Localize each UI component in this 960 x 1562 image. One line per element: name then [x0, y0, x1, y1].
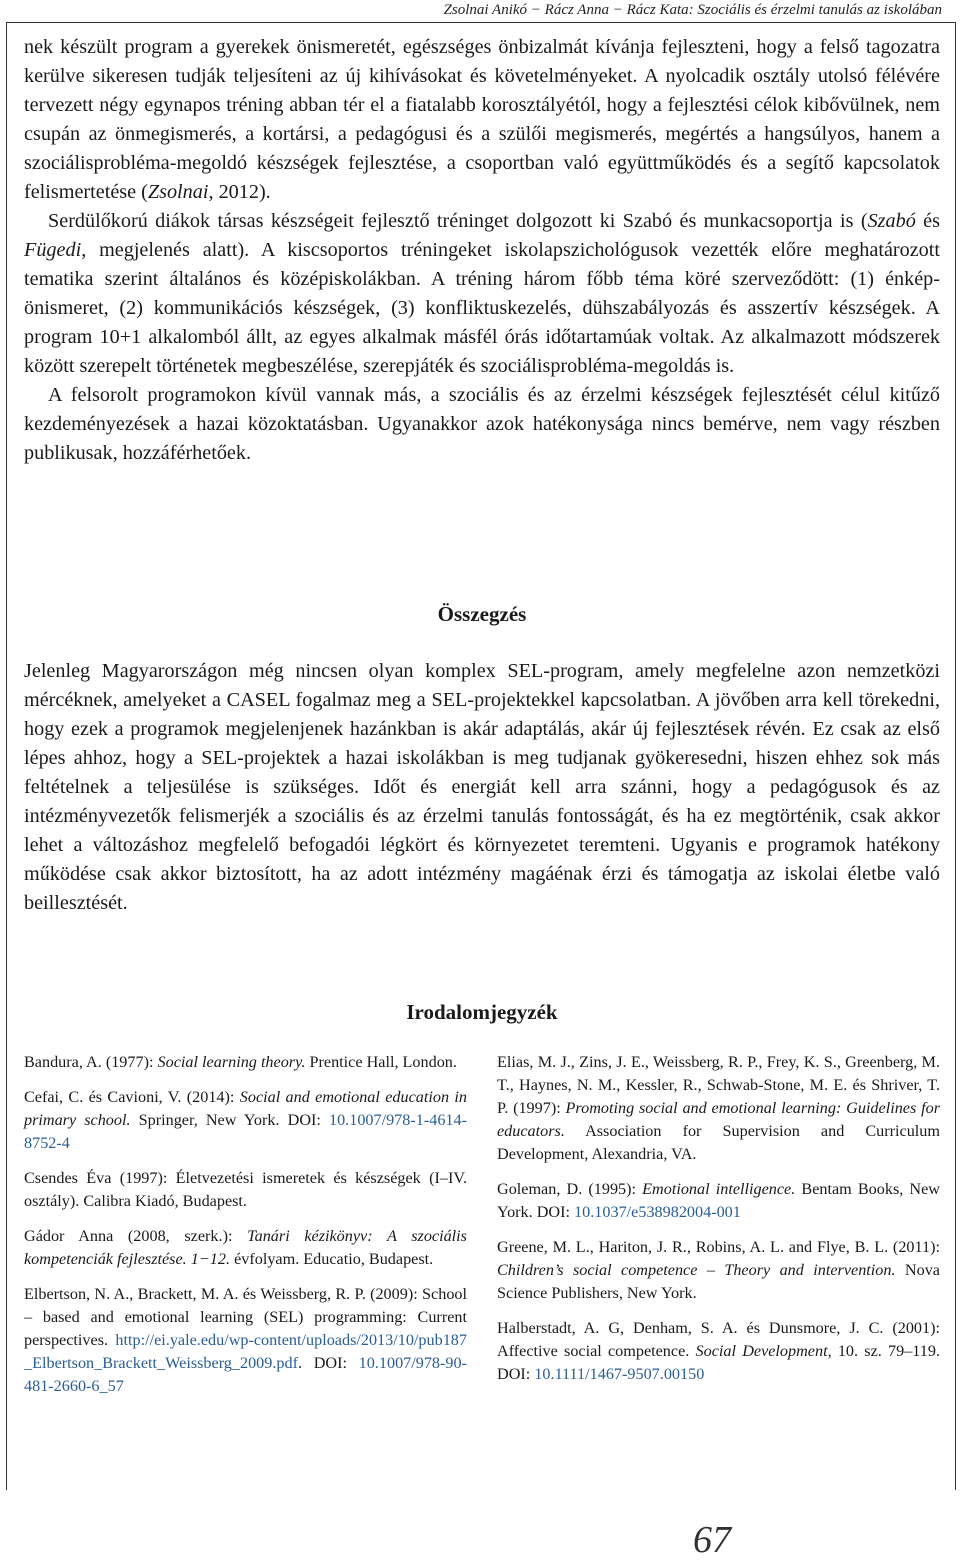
header-rule: [6, 22, 956, 23]
paragraph-2: Serdülőkorú diákok társas készségeit fejlesztő tréninget dolgozott ki Szabó és munkacsoportja is (Szabó és Fügedi, megjelenés alatt). A kiscsoportos tréningeket iskolapszichológusok vezették előre meghatározott tematika szerint általános és középiskolákban. A tréning három főbb téma köré szerveződött: (1) énkép-önismeret, (2) kommunikációs készségek, (3) konfliktuskezelés, dühszabályozás és asszertív készségek. A program 10+1 alkalomból állt, az egyes alkalmak másfél órás időtartamúak voltak. Az alkalmazott módszerek között szerepelt történetek megbeszélése, szerepjáték és szociálisprobléma-megoldás is.: [24, 210, 940, 377]
reference-item: Goleman, D. (1995): Emotional intelligence. Bentam Books, New York. DOI: 10.1037/e538982004-001: [497, 1180, 940, 1221]
doi-link[interactable]: 10.1007/978-1-4614-8752-4: [24, 1111, 468, 1152]
reference-item: Elbertson, N. A., Brackett, M. A. és Weissberg, R. P. (2009): School – based and emotional learning (SEL) programming: Current perspectives. http://ei.yale.edu/wp-content/uploads/2013/10/pub187_Elbertson_Brackett_Weissberg_2009.pdf. DOI: 10.1007/978-90-481-2660-6_57: [24, 1285, 467, 1395]
summary-paragraph: Jelenleg Magyarországon még nincsen olyan komplex SEL-program, amely megfelelne azon nemzetközi mércéknek, amelyeket a CASEL fogalmaz meg a SEL-projektekkel kapcsolatban. A jövőben arra kell törekedni, hogy ezek a programok megjelenjenek hazánkban is akár adaptálás, akár új fejlesztések révén. Ez csak az első lépes ahhoz, hogy a SEL-projektek a hazai iskolákban is meg tudjanak gyökeresedni, hiszen ehhez sok más feltételnek a teljesülése is szükséges. Időt és energiát kell arra szánni, hogy a pedagógusok és az intézményvezetők felismerjék a szociális és az érzelmi tanulás fontosságát, és ha ez megtörténik, csak akkor lehet a változáshoz megfelelő befogadói légkört és környezetet teremteni. Ugyanis e programok hatékony működése csak akkor biztosított, ha az adott intézmény magáénak érzi és támogatja az iskolai életbe való beillesztését.: [24, 660, 940, 914]
summary-heading: Összegzés: [437, 602, 527, 626]
running-header: Zsolnai Anikó − Rácz Anna − Rácz Kata: Szociális és érzelmi tanulás az iskolában: [443, 2, 942, 18]
references-right-column: [497, 1051, 940, 1398]
doi-link[interactable]: 10.1037/e538982004-001: [574, 1203, 741, 1221]
references-heading: Irodalomjegyzék: [406, 1000, 558, 1024]
doi-link[interactable]: 10.1111/1467-9507.00150: [534, 1365, 705, 1383]
paragraph-1: nek készült program a gyerekek önismeretét, egészséges önbizalmát kívánja fejleszteni, hogy a felső tagozatra kerülve sikeresen tudják teljesíteni az új kihívásokat és követelményeket. A nyolcadik osztály utolsó félévére tervezett négy egynapos tréning abban tér el a fiatalabb korosztályétól, hogy a fejlesztési célok kibővülnek, nem csupán az önmegismerés, a kortársi, a pedagógusi és a szülői megismerés, megértés a hangsúlyos, hanem a szociálisprobléma-megoldó készségek fejlesztése, a csoportban való együttműködés és a segítő kapcsolatok felismertetése (Zsolnai, 2012).: [24, 36, 940, 203]
reference-item: Gádor Anna (2008, szerk.): Tanári kézikönyv: A szociális kompetenciák fejlesztése. 1−12. évfolyam. Educatio, Budapest.: [24, 1227, 467, 1268]
reference-item: Greene, M. L., Hariton, J. R., Robins, A. L. and Flye, B. L. (2011): Children’s social competence – Theory and intervention. Nova Science Publishers, New York.: [497, 1238, 940, 1302]
reference-item: Elias, M. J., Zins, J. E., Weissberg, R. P., Frey, K. S., Greenberg, M. T., Haynes, N. M., Kessler, R., Schwab-Stone, M. E. és Shriver, T. P. (1997): Promoting social and emotional learning: Guidelines for educators. Association for Supervision and Curriculum Development, Alexandria, VA.: [497, 1053, 940, 1163]
reference-item: Csendes Éva (1997): Életvezetési ismeretek és készségek (I–IV. osztály). Calibra Kiadó, Budapest.: [24, 1169, 467, 1210]
left-margin-rule: [6, 22, 7, 1490]
reference-item: Halberstadt, A. G, Denham, S. A. és Dunsmore, J. C. (2001): Affective social competence. Social Development, 10. sz. 79–119. DOI: 10.1111/1467-9507.00150: [497, 1319, 941, 1383]
reference-item: Cefai, C. és Cavioni, V. (2014): Social and emotional education in primary school. Springer, New York. DOI: 10.1007/978-1-4614-8752-4: [24, 1088, 468, 1152]
references-left-column: [24, 1051, 467, 1410]
doi-link[interactable]: 10.1007/978-90-481-2660-6_57: [24, 1354, 467, 1395]
summary-text: [24, 657, 940, 918]
reference-item: Bandura, A. (1977): Social learning theory. Prentice Hall, London.: [24, 1053, 457, 1071]
right-margin-rule: [955, 22, 956, 1490]
body-text: [24, 33, 940, 468]
paragraph-3: A felsorolt programokon kívül vannak más, a szociális és az érzelmi készségek fejlesztését célul kitűző kezdeményezések a hazai közoktatásban. Ugyanakkor azok hatékonysága nincs bemérve, nem vagy részben publikusak, hozzáférhetőek.: [24, 384, 940, 464]
page-number: 67: [693, 1519, 731, 1561]
url-link[interactable]: http://ei.yale.edu/wp-content/uploads/2013/10/pub187_Elbertson_Brackett_Weissberg_2009.pdf: [24, 1331, 467, 1372]
